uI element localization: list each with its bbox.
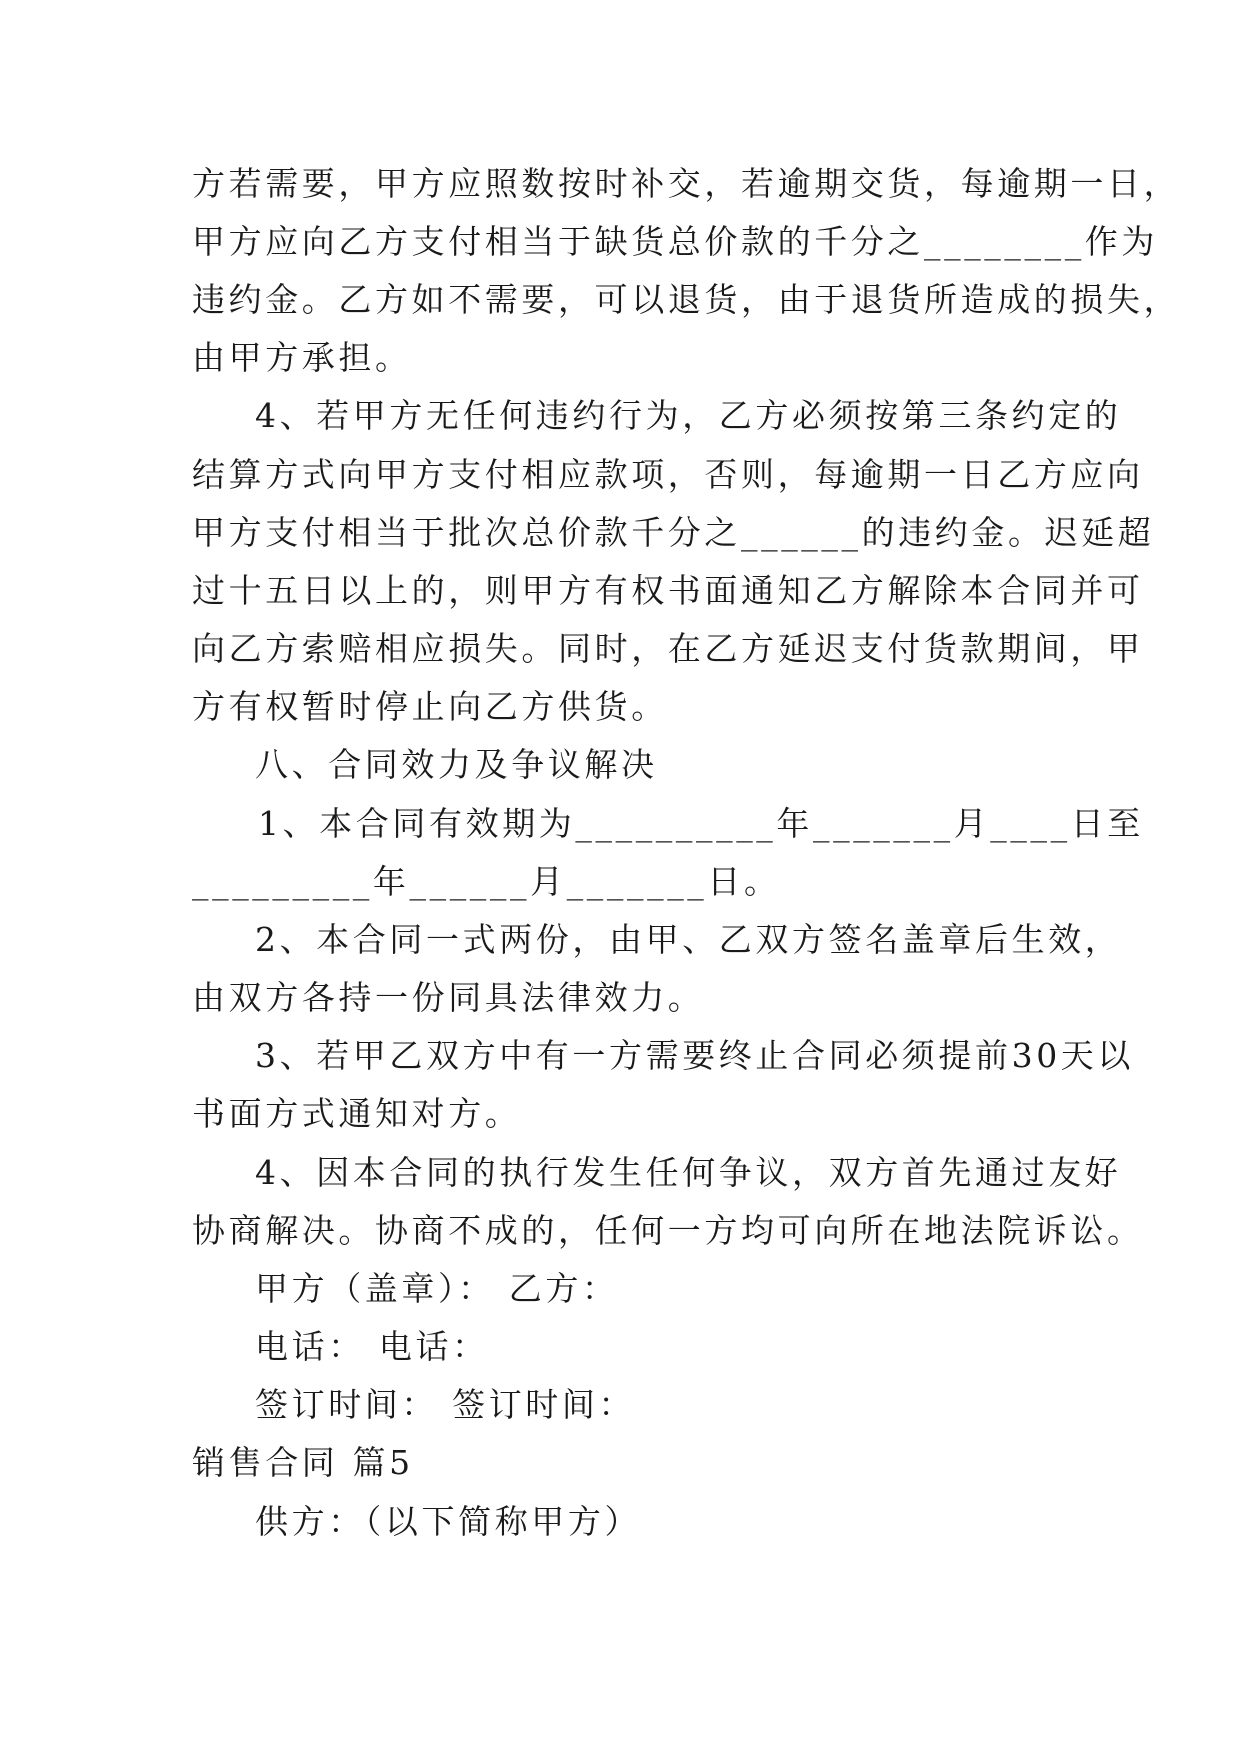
signature-phone-line: 电话： 电话： [255,1327,489,1366]
clause-3-first-line: 3、若甲乙双方中有一方需要终止合同必须提前30天以 [255,1036,1134,1075]
text-line-17: 书面方式通知对方。 [192,1094,522,1133]
text-line-1: 方若需要，甲方应照数按时补交，若逾期交货，每逾期一日， [192,164,1181,203]
signature-party-line: 甲方（盖章）： 乙方： [255,1269,619,1308]
supplier-line: 供方：（以下简称甲方） [255,1502,642,1541]
text-line-8: 过十五日以上的，则甲方有权书面通知乙方解除本合同并可 [192,571,1144,610]
clause-4b-first-line: 4、因本合同的执行发生任何争议，双方首先通过友好 [255,1153,1122,1192]
clause-1-first-line: 1、本合同有效期为__________年_______月____日至 [258,804,1144,843]
signature-date-line: 签订时间： 签订时间： [255,1385,636,1424]
text-line-19: 协商解决。协商不成的，任何一方均可向所在地法院诉讼。 [192,1211,1144,1250]
clause-2-first-line: 2、本合同一式两份，由甲、乙双方签名盖章后生效， [255,920,1122,959]
text-line-6: 结算方式向甲方支付相应款项，否则，每逾期一日乙方应向 [192,455,1144,494]
text-line-9: 向乙方索赔相应损失。同时，在乙方延迟支付货款期间，甲 [192,629,1144,668]
clause-4-first-line: 4、若甲方无任何违约行为，乙方必须按第三条约定的 [255,396,1122,435]
text-line-2: 甲方应向乙方支付相当于缺货总价款的千分之________作为 [192,222,1158,261]
section-heading-8: 八、合同效力及争议解决 [255,745,658,784]
text-line-4: 由甲方承担。 [192,338,412,377]
text-line-10: 方有权暂时停止向乙方供货。 [192,687,668,726]
text-line-15: 由双方各持一份同具法律效力。 [192,978,705,1017]
text-line-7: 甲方支付相当于批次总价款千分之______的违约金。迟延超 [192,513,1155,552]
text-line-13: _________年______月_______日。 [192,862,781,901]
text-line-3: 违约金。乙方如不需要，可以退货，由于退货所造成的损失， [192,280,1181,319]
section-title-contract-5: 销售合同 篇5 [192,1443,414,1482]
